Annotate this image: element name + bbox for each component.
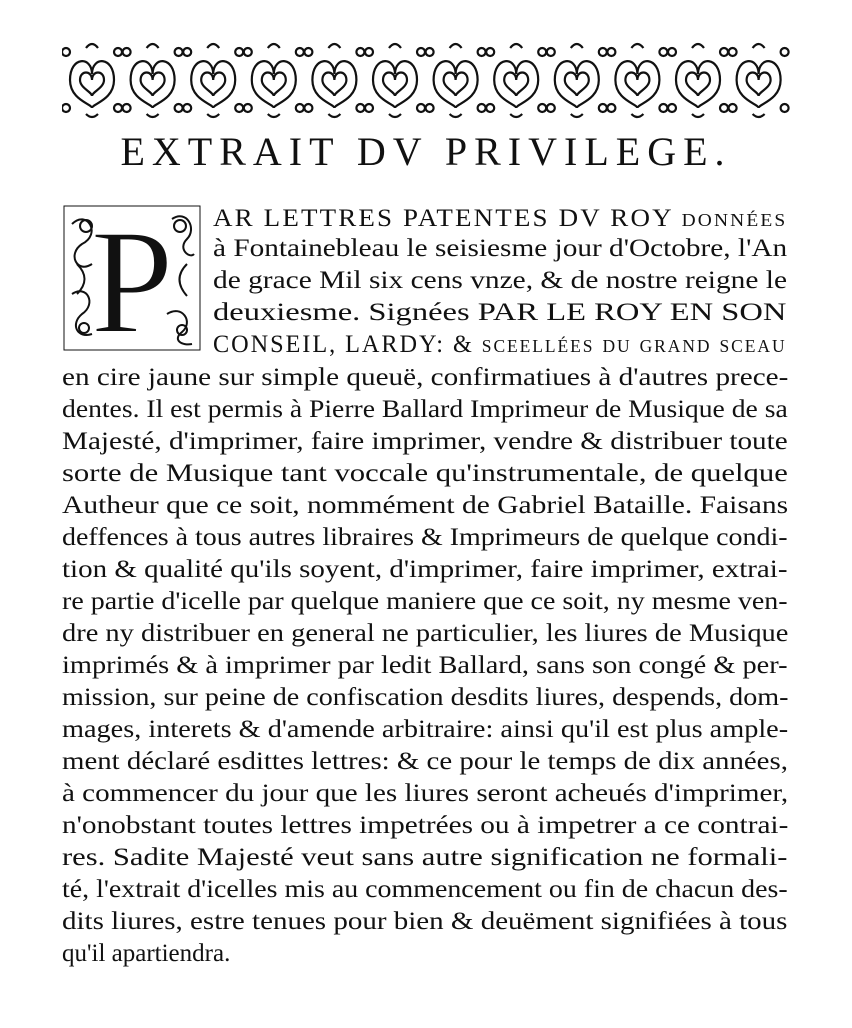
text-line: Majesté, d'imprimer, faire imprimer, vendre & distribuer toute [62,428,788,455]
text-line: dre ny distribuer en general ne particulier, les liures de Musique [62,620,789,647]
text-line: à Fontainebleau le seisiesme jour d'Octobre, l'An [213,235,788,262]
text-line: té, l'extrait d'icelles mis au commencement ou fin de chacun des- [62,876,788,903]
text-line: tion & qualité qu'ils soyent, d'imprimer, faire imprimer, extrai- [62,556,788,583]
text-line: de grace Mil six cens vnze, & de nostre reigne le [213,267,788,294]
text-line: sorte de Musique tant voccale qu'instrumentale, de quelque [62,460,788,487]
text-line: deffences à tous autres libraires & Imprimeurs de quelque condi- [62,524,788,551]
text-line: n'onobstant toutes lettres impetrées ou à impetrer a ce contrai- [62,812,789,839]
page-title: EXTRAIT DV PRIVILEGE. [120,129,732,174]
ornament-border [62,38,790,120]
initial-letter: P [90,204,174,352]
text-line: imprimés & à imprimer par ledit Ballard, sans son congé & per- [62,652,788,679]
decorated-initial [62,204,202,352]
text-line: dentes. Il est permis à Pierre Ballard Imprimeur de Musique de sa [62,396,788,423]
text-line: res. Sadite Majesté veut sans autre signification ne formali- [62,844,788,871]
text-line: mages, interets & d'amende arbitraire: ainsi qu'il est plus ample- [62,716,789,743]
text-line: qu'il apartiendra. [62,940,231,967]
text-line: CONSEIL, LARDY: & sceellées du grand sceau [213,331,787,358]
text-line: dits liures, estre tenues pour bien & deuëment signifiées à tous [62,908,788,935]
text-line: mission, sur peine de confiscation desdits liures, despends, dom- [62,684,789,711]
text-line: ment déclaré esdittes lettres: & ce pour le temps de dix années, [62,748,788,775]
text-line: re partie d'icelle par quelque maniere que ce soit, ny mesme ven- [62,588,788,615]
text-line: AR LETTRES PATENTES DV ROY données [213,205,788,232]
text-line: à commencer du jour que les liures seront acheués d'imprimer, [62,780,789,807]
text-line: Autheur que ce soit, nommément de Gabriel Bataille. Faisans [62,492,789,519]
text-line: en cire jaune sur simple queuë, confirmatiues à d'autres prece- [62,364,789,391]
text-line: deuxiesme. Signées PAR LE ROY EN SON [213,299,787,326]
